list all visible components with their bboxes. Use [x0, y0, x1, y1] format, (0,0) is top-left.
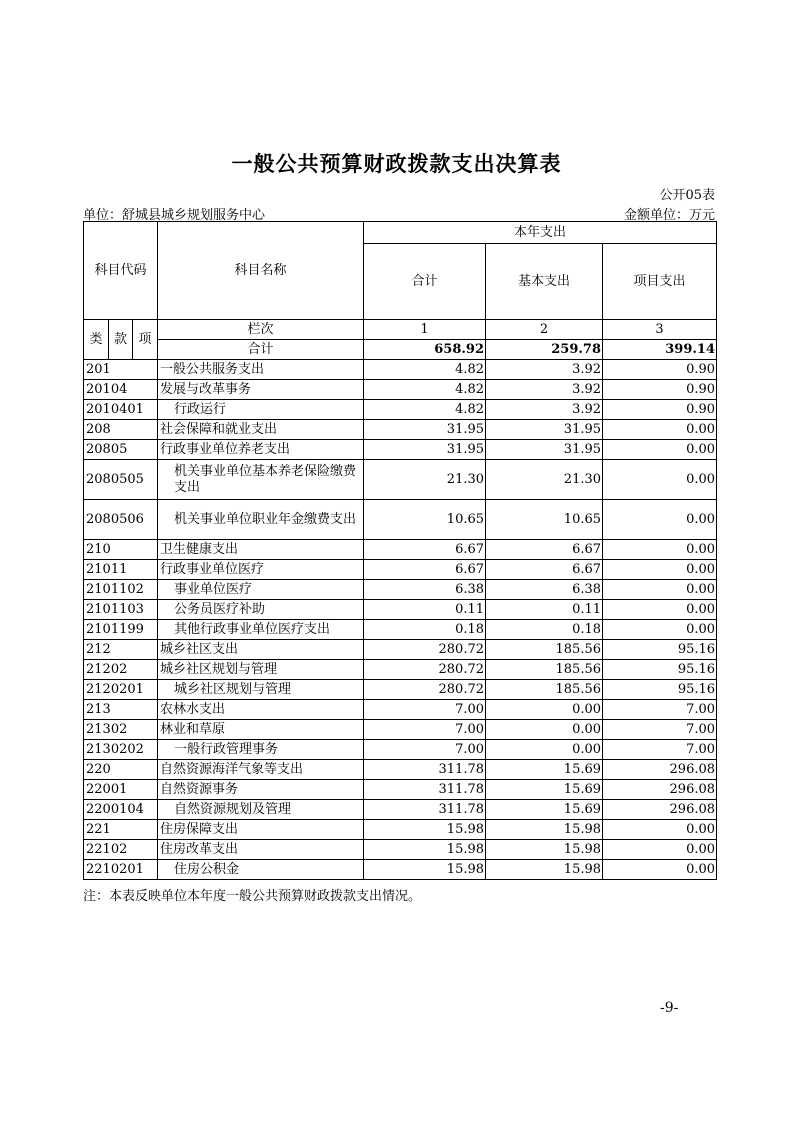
row-total: 10.65	[364, 500, 486, 540]
table-row	[84, 780, 717, 800]
row-name: 城乡社区规划与管理	[158, 660, 364, 680]
row-basic: 31.95	[486, 420, 603, 440]
row-code: 208	[84, 420, 158, 440]
footnote: 注：本表反映单位本年度一般公共预算财政拨款支出情况。	[83, 889, 422, 904]
row-name: 自然资源规划及管理	[158, 800, 364, 820]
row-code: 220	[84, 760, 158, 780]
row-project: 0.00	[603, 500, 717, 540]
row-total: 6.67	[364, 560, 486, 580]
row-basic: 21.30	[486, 460, 603, 500]
row-name: 事业单位医疗	[158, 580, 364, 600]
row-name: 城乡社区支出	[158, 640, 364, 660]
row-project: 0.00	[603, 620, 717, 640]
row-total: 21.30	[364, 460, 486, 500]
header-subject-name: 科目名称	[158, 222, 364, 320]
table-row	[84, 820, 717, 840]
page-title: 一般公共预算财政拨款支出决算表	[231, 152, 562, 176]
table-row	[84, 740, 717, 760]
row-total: 280.72	[364, 640, 486, 660]
total-label: 合计	[158, 340, 364, 360]
row-total: 15.98	[364, 860, 486, 880]
row-basic: 0.00	[486, 740, 603, 760]
row-code: 21302	[84, 720, 158, 740]
row-basic: 10.65	[486, 500, 603, 540]
row-total: 31.95	[364, 440, 486, 460]
row-name: 自然资源海洋气象等支出	[158, 760, 364, 780]
page-number: -9-	[660, 1000, 679, 1016]
row-basic: 3.92	[486, 380, 603, 400]
row-code: 20805	[84, 440, 158, 460]
row-code: 201	[84, 360, 158, 380]
row-total: 311.78	[364, 780, 486, 800]
row-basic: 15.98	[486, 840, 603, 860]
row-project: 0.00	[603, 600, 717, 620]
header-basic: 基本支出	[486, 244, 603, 320]
table-row	[84, 840, 717, 860]
row-total: 6.38	[364, 580, 486, 600]
table-row	[84, 700, 717, 720]
table-row	[84, 620, 717, 640]
table-row	[84, 600, 717, 620]
row-code: 20104	[84, 380, 158, 400]
table-row	[84, 540, 717, 560]
row-project: 7.00	[603, 700, 717, 720]
row-basic: 3.92	[486, 360, 603, 380]
table-row	[84, 460, 717, 500]
row-total: 31.95	[364, 420, 486, 440]
row-total: 4.82	[364, 400, 486, 420]
table-row	[84, 660, 717, 680]
row-name: 机关事业单位基本养老保险缴费支出	[158, 460, 364, 500]
row-project: 0.00	[603, 580, 717, 600]
row-name: 农林水支出	[158, 700, 364, 720]
row-code: 2010401	[84, 400, 158, 420]
row-total: 4.82	[364, 360, 486, 380]
row-basic: 0.18	[486, 620, 603, 640]
header-lanci: 栏次	[158, 320, 364, 340]
row-total: 7.00	[364, 740, 486, 760]
header-kuan: 款	[109, 320, 133, 360]
row-code: 2080506	[84, 500, 158, 540]
row-basic: 6.67	[486, 560, 603, 580]
row-total: 7.00	[364, 720, 486, 740]
row-name: 机关事业单位职业年金缴费支出	[158, 500, 364, 540]
row-basic: 6.38	[486, 580, 603, 600]
row-basic: 0.11	[486, 600, 603, 620]
row-basic: 31.95	[486, 440, 603, 460]
row-project: 0.90	[603, 380, 717, 400]
table-row	[84, 760, 717, 780]
row-project: 95.16	[603, 640, 717, 660]
header-total: 合计	[364, 244, 486, 320]
header-col2: 2	[486, 320, 603, 340]
row-total: 280.72	[364, 660, 486, 680]
row-project: 296.08	[603, 800, 717, 820]
total-project: 399.14	[603, 340, 717, 360]
row-project: 0.00	[603, 560, 717, 580]
row-code: 213	[84, 700, 158, 720]
row-code: 2120201	[84, 680, 158, 700]
row-total: 311.78	[364, 760, 486, 780]
row-code: 22001	[84, 780, 158, 800]
row-name: 自然资源事务	[158, 780, 364, 800]
row-basic: 0.00	[486, 720, 603, 740]
row-name: 住房公积金	[158, 860, 364, 880]
row-project: 0.00	[603, 540, 717, 560]
row-code: 210	[84, 540, 158, 560]
row-code: 2080505	[84, 460, 158, 500]
header-current-year: 本年支出	[364, 222, 717, 244]
header-col3: 3	[603, 320, 717, 340]
row-name: 社会保障和就业支出	[158, 420, 364, 440]
row-name: 其他行政事业单位医疗支出	[158, 620, 364, 640]
amount-unit-label: 金额单位：万元	[623, 208, 715, 223]
row-basic: 0.00	[486, 700, 603, 720]
table-row	[84, 400, 717, 420]
row-basic: 185.56	[486, 680, 603, 700]
row-name: 住房改革支出	[158, 840, 364, 860]
row-name: 卫生健康支出	[158, 540, 364, 560]
row-code: 21202	[84, 660, 158, 680]
row-basic: 15.98	[486, 820, 603, 840]
row-project: 0.90	[603, 360, 717, 380]
row-project: 95.16	[603, 660, 717, 680]
row-project: 0.00	[603, 420, 717, 440]
row-code: 212	[84, 640, 158, 660]
expenditure-table	[83, 221, 717, 880]
row-total: 15.98	[364, 820, 486, 840]
row-total: 6.67	[364, 540, 486, 560]
row-project: 0.00	[603, 820, 717, 840]
header-lei: 类	[84, 320, 109, 360]
row-project: 0.00	[603, 460, 717, 500]
table-row	[84, 500, 717, 540]
table-row	[84, 360, 717, 380]
total-amount: 658.92	[364, 340, 486, 360]
row-code: 21011	[84, 560, 158, 580]
row-name: 住房保障支出	[158, 820, 364, 840]
row-code: 2101199	[84, 620, 158, 640]
row-basic: 15.69	[486, 800, 603, 820]
row-total: 15.98	[364, 840, 486, 860]
total-basic: 259.78	[486, 340, 603, 360]
row-name: 公务员医疗补助	[158, 600, 364, 620]
row-name: 发展与改革事务	[158, 380, 364, 400]
row-total: 280.72	[364, 680, 486, 700]
row-project: 0.90	[603, 400, 717, 420]
row-total: 7.00	[364, 700, 486, 720]
table-row	[84, 640, 717, 660]
row-code: 2101102	[84, 580, 158, 600]
row-total: 4.82	[364, 380, 486, 400]
unit-label: 单位：舒城县城乡规划服务中心	[83, 208, 266, 223]
row-name: 一般公共服务支出	[158, 360, 364, 380]
row-name: 行政事业单位养老支出	[158, 440, 364, 460]
row-name: 行政运行	[158, 400, 364, 420]
row-name: 行政事业单位医疗	[158, 560, 364, 580]
table-row	[84, 680, 717, 700]
row-project: 0.00	[603, 440, 717, 460]
table-row	[84, 560, 717, 580]
row-total: 311.78	[364, 800, 486, 820]
row-total: 0.11	[364, 600, 486, 620]
row-basic: 15.69	[486, 760, 603, 780]
table-row	[84, 380, 717, 400]
row-code: 2101103	[84, 600, 158, 620]
header-project: 项目支出	[603, 244, 717, 320]
table-row	[84, 800, 717, 820]
row-project: 296.08	[603, 780, 717, 800]
row-basic: 185.56	[486, 660, 603, 680]
row-name: 一般行政管理事务	[158, 740, 364, 760]
row-basic: 15.98	[486, 860, 603, 880]
row-basic: 15.69	[486, 780, 603, 800]
row-basic: 6.67	[486, 540, 603, 560]
row-project: 0.00	[603, 860, 717, 880]
row-total: 0.18	[364, 620, 486, 640]
row-code: 22102	[84, 840, 158, 860]
header-col1: 1	[364, 320, 486, 340]
row-name: 城乡社区规划与管理	[158, 680, 364, 700]
row-project: 95.16	[603, 680, 717, 700]
row-project: 7.00	[603, 720, 717, 740]
row-basic: 185.56	[486, 640, 603, 660]
header-xiang: 项	[133, 320, 158, 360]
row-project: 296.08	[603, 760, 717, 780]
table-row	[84, 420, 717, 440]
table-row	[84, 440, 717, 460]
table-row	[84, 720, 717, 740]
row-code: 2200104	[84, 800, 158, 820]
table-code: 公开05表	[659, 188, 715, 203]
row-code: 2130202	[84, 740, 158, 760]
row-project: 0.00	[603, 840, 717, 860]
row-project: 7.00	[603, 740, 717, 760]
row-code: 2210201	[84, 860, 158, 880]
table-row	[84, 860, 717, 880]
table-row	[84, 580, 717, 600]
header-subject-code: 科目代码	[84, 222, 158, 320]
row-basic: 3.92	[486, 400, 603, 420]
row-name: 林业和草原	[158, 720, 364, 740]
row-code: 221	[84, 820, 158, 840]
